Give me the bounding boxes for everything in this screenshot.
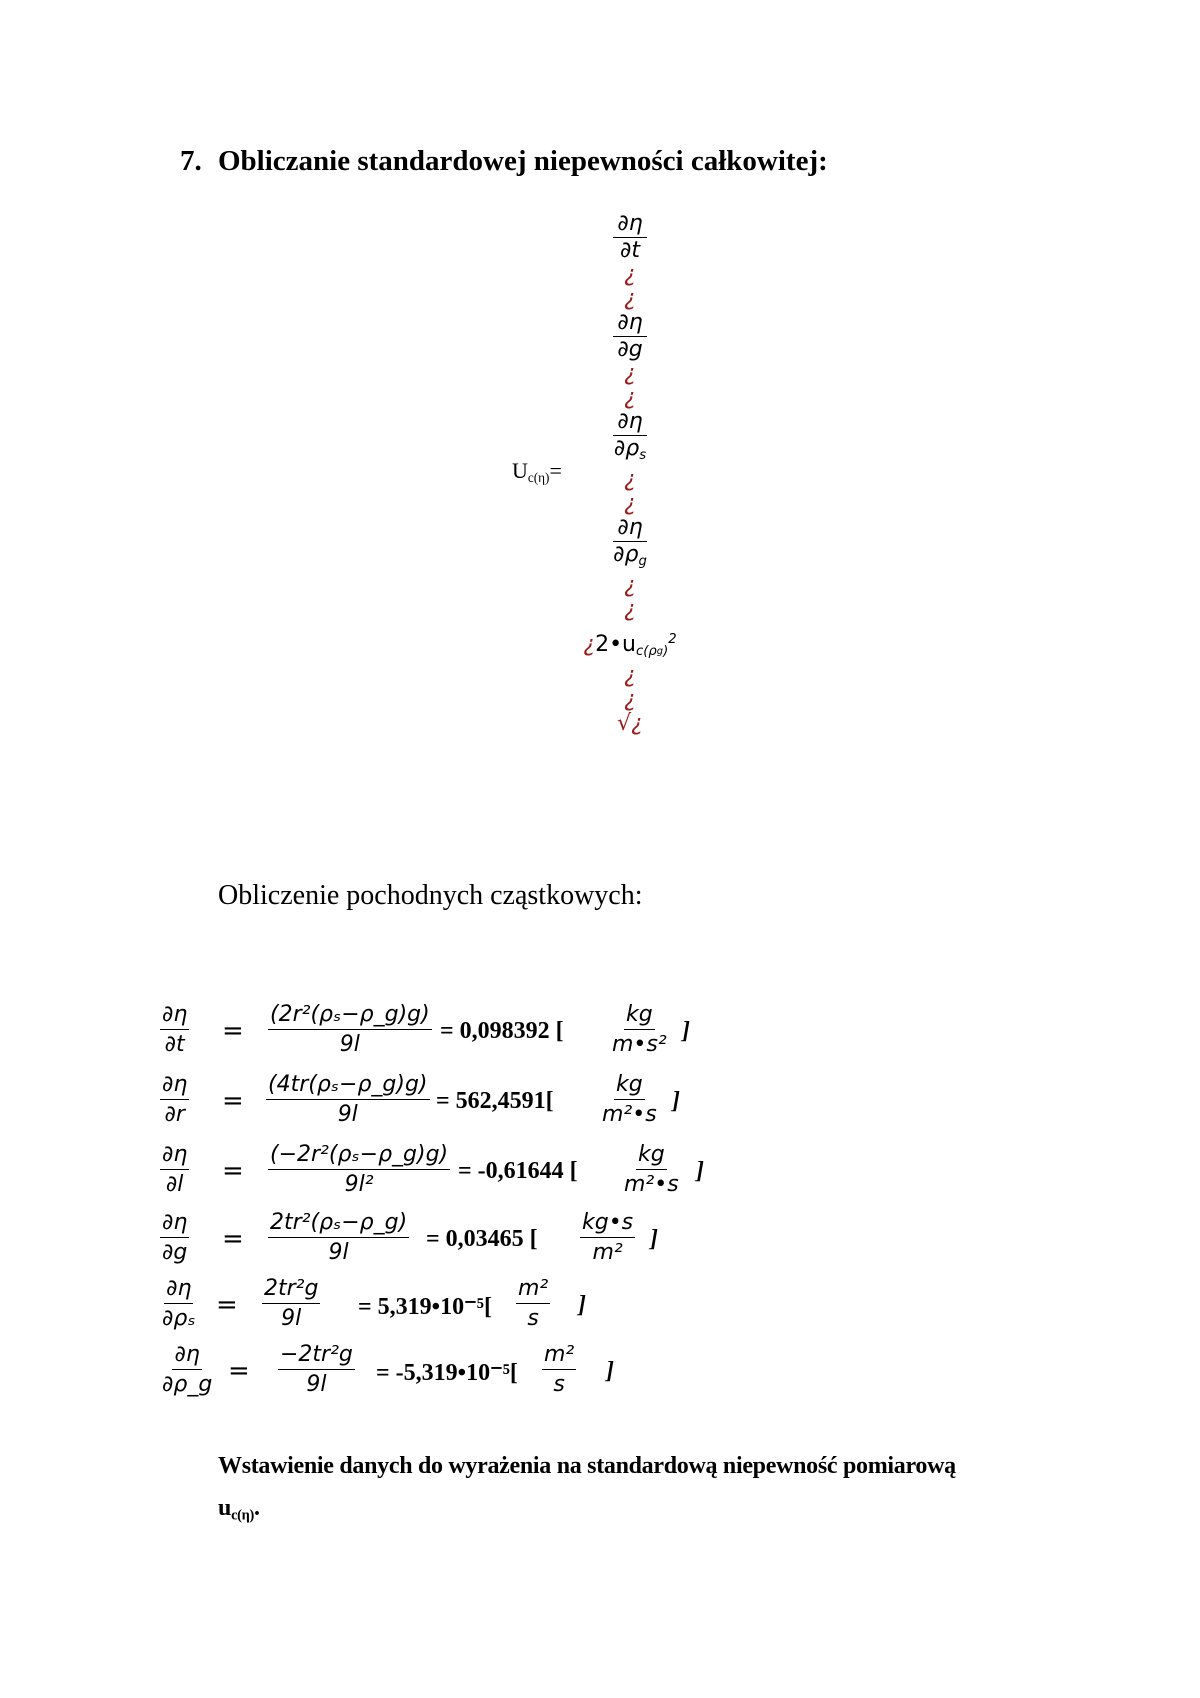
- denominator-sub: s: [639, 447, 647, 463]
- section-number: 7.: [180, 145, 202, 177]
- lhs-den: ∂ρ_g: [162, 1372, 213, 1397]
- fraction-numerator: ∂η: [613, 311, 646, 337]
- fraction-denominator: [613, 542, 647, 574]
- unit-fraction: [580, 1210, 635, 1265]
- expr-fraction: [268, 1002, 432, 1057]
- placeholder-glyph: ¿: [624, 662, 636, 688]
- unit-num: m²: [542, 1342, 576, 1370]
- close-bracket: ]: [682, 1018, 690, 1044]
- derivative-row-t: [160, 1002, 720, 1060]
- placeholder-glyph: ¿: [624, 466, 636, 492]
- expr-den: 9l²: [344, 1172, 374, 1197]
- expr-num: (4tr(ρₛ−ρ_g)g): [266, 1072, 430, 1100]
- expr-den: 9l: [306, 1372, 327, 1397]
- expr-num: −2tr²g: [278, 1342, 355, 1370]
- unit-fraction: [610, 1002, 669, 1057]
- lhs-num: ∂η: [160, 1002, 189, 1030]
- expr-num: (−2r²(ρₛ−ρ_g)g): [268, 1142, 450, 1170]
- expr-den: 9l: [339, 1032, 360, 1057]
- placeholder-glyph: ¿: [624, 286, 636, 311]
- expr-fraction: [268, 1142, 450, 1197]
- unit-den: m²•s: [624, 1172, 679, 1197]
- partial-t-fraction: [613, 212, 646, 263]
- unit-num: kg: [624, 1002, 655, 1030]
- uc-label-u: U: [512, 458, 528, 483]
- close-bracket: ]: [650, 1226, 658, 1252]
- fraction-numerator: ∂η: [613, 516, 646, 542]
- derivative-row-l: [160, 1142, 740, 1200]
- term-body: 2•u: [595, 631, 636, 657]
- placeholder-glyph: ¿: [624, 572, 636, 598]
- section-title: Obliczanie standardowej niepewności całkowitej:: [218, 145, 828, 177]
- unit-den: m²: [592, 1240, 623, 1265]
- lhs-den: ∂t: [164, 1032, 185, 1057]
- equals-sign: =: [222, 1086, 244, 1116]
- placeholder-glyph: ¿: [624, 596, 636, 622]
- lhs-den: ∂l: [165, 1172, 184, 1197]
- lhs-fraction: [160, 1142, 189, 1197]
- uc-rho-g-term: [583, 628, 676, 664]
- expr-den: 9l: [328, 1240, 349, 1265]
- derivative-value: = 5,319•10⁻⁵[: [358, 1294, 492, 1320]
- paragraph-end: .: [254, 1495, 260, 1521]
- fraction-denominator: [614, 436, 646, 468]
- lhs-fraction: [160, 1276, 198, 1331]
- partial-g-fraction: [613, 311, 646, 362]
- close-bracket: ]: [606, 1358, 614, 1384]
- fraction-numerator: ∂η: [613, 410, 646, 436]
- expr-fraction: [266, 1072, 430, 1127]
- expr-fraction: [268, 1210, 409, 1265]
- denominator-sub: g: [638, 553, 647, 569]
- close-bracket: ]: [578, 1292, 586, 1318]
- unit-fraction: [542, 1342, 576, 1397]
- partial-rho-s-fraction: [613, 410, 646, 468]
- expr-den: 9l: [337, 1102, 358, 1127]
- unit-fraction: [600, 1072, 659, 1127]
- expr-num: 2tr²(ρₛ−ρ_g): [268, 1210, 409, 1238]
- expr-fraction: [262, 1276, 320, 1331]
- lhs-den: ∂ρₛ: [162, 1306, 196, 1331]
- unit-den: s: [553, 1372, 565, 1397]
- derivative-row-rho-s: [160, 1276, 600, 1334]
- placeholder-glyph: ¿: [624, 385, 636, 410]
- derivatives-heading: Obliczenie pochodnych cząstkowych:: [218, 880, 643, 911]
- equals-sign: =: [228, 1356, 250, 1386]
- unit-num: kg: [614, 1072, 645, 1100]
- uc-formula-stack: [570, 212, 690, 736]
- uc-label-eq: =: [549, 458, 562, 483]
- unit-den: s: [527, 1306, 539, 1331]
- unit-den: m²•s: [602, 1102, 657, 1127]
- uc-label: [512, 458, 562, 486]
- unit-fraction: [622, 1142, 681, 1197]
- denominator-symbol: ∂ρ: [613, 541, 639, 567]
- paragraph-u-sub: c(η): [231, 1507, 255, 1524]
- paragraph-u: u: [218, 1495, 232, 1521]
- uc-label-sub: c(η): [527, 469, 550, 485]
- close-bracket: ]: [696, 1158, 704, 1184]
- close-bracket: ]: [672, 1088, 680, 1114]
- derivative-value: = 0,03465 [: [426, 1226, 538, 1252]
- unit-fraction: [516, 1276, 550, 1331]
- derivative-row-r: [160, 1072, 720, 1130]
- fraction-denominator: ∂g: [617, 337, 643, 362]
- derivative-row-rho-g: [160, 1342, 630, 1400]
- unit-num: kg: [636, 1142, 667, 1170]
- unit-num: m²: [516, 1276, 550, 1304]
- placeholder-glyph: ¿: [624, 262, 636, 287]
- lhs-num: ∂η: [164, 1276, 193, 1304]
- section-heading: [180, 145, 828, 178]
- equals-sign: =: [222, 1224, 244, 1254]
- placeholder-glyph: ¿: [624, 490, 636, 516]
- term-sub: c(ρ: [636, 643, 657, 659]
- placeholder-glyph: ¿: [624, 686, 636, 712]
- term-sup: 2: [668, 631, 677, 647]
- expr-den: 9l: [281, 1306, 302, 1331]
- lhs-num: ∂η: [172, 1342, 201, 1370]
- derivative-value: = -0,61644 [: [458, 1158, 578, 1184]
- substitution-paragraph: [218, 1445, 1098, 1536]
- lhs-den: ∂r: [164, 1102, 185, 1127]
- lhs-num: ∂η: [160, 1210, 189, 1238]
- unit-num: kg•s: [580, 1210, 635, 1238]
- lhs-num: ∂η: [160, 1072, 189, 1100]
- derivative-row-g: [160, 1210, 680, 1268]
- denominator-symbol: ∂ρ: [613, 436, 640, 461]
- placeholder-glyph: ¿: [624, 361, 636, 386]
- derivative-value: = 562,4591[: [436, 1088, 554, 1114]
- term-sub2: g: [656, 645, 664, 657]
- expr-fraction: [278, 1342, 355, 1397]
- equals-sign: =: [216, 1290, 238, 1320]
- equals-sign: =: [222, 1156, 244, 1186]
- sqrt-glyph: √¿: [617, 710, 643, 736]
- expr-num: (2r²(ρₛ−ρ_g)g): [268, 1002, 432, 1030]
- unit-den: m•s²: [612, 1032, 667, 1057]
- lhs-fraction: [160, 1002, 189, 1057]
- lhs-fraction: [160, 1210, 189, 1265]
- fraction-denominator: ∂t: [619, 238, 640, 263]
- placeholder-glyph: ¿: [583, 631, 596, 657]
- expr-num: 2tr²g: [262, 1276, 320, 1304]
- lhs-num: ∂η: [160, 1142, 189, 1170]
- lhs-den: ∂g: [162, 1240, 188, 1265]
- lhs-fraction: [160, 1342, 214, 1397]
- fraction-numerator: ∂η: [613, 212, 646, 238]
- equals-sign: =: [222, 1016, 244, 1046]
- lhs-fraction: [160, 1072, 189, 1127]
- term-suffix: ): [663, 643, 669, 659]
- paragraph-text: Wstawienie danych do wyrażenia na standardową niepewność pomiarową: [218, 1453, 956, 1479]
- derivative-value: = 0,098392 [: [440, 1018, 564, 1044]
- derivative-value: = -5,319•10⁻⁵[: [376, 1360, 518, 1386]
- partial-rho-g-fraction: [613, 516, 647, 574]
